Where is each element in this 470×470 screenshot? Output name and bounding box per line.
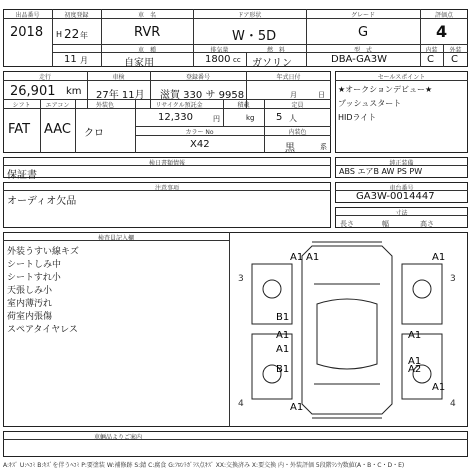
mileage-label: 走行 — [38, 74, 51, 81]
exterior-color: クロ — [84, 128, 104, 139]
inspection-item: 室内薄汚れ — [7, 299, 53, 309]
car-name: RVR — [134, 25, 161, 40]
reg-year-unit: 年 — [80, 31, 88, 40]
recycle-unit: 円 — [213, 115, 220, 123]
month-unit: 月 — [290, 91, 297, 99]
notes-title: 注意事項 — [154, 185, 179, 192]
inner-color-suffix: 系 — [320, 143, 327, 151]
exterior-label: 外装 — [449, 47, 462, 54]
car-name-label: 車 名 — [137, 12, 156, 19]
damage-mark: B1 — [276, 312, 290, 323]
interior-grade: C — [427, 54, 434, 65]
recycle-fee: 12,330 — [158, 112, 193, 123]
damage-mark: A1 — [306, 252, 320, 263]
inspection-item: 外装うすい線キズ — [7, 247, 79, 257]
shift-label: シフト — [12, 102, 31, 109]
capacity-unit: 人 — [289, 114, 297, 123]
equipment-title: 純正装備 — [389, 160, 414, 167]
chassis-number: GA3W-0014447 — [356, 191, 435, 202]
cc-label: 排気量 — [210, 47, 229, 54]
weight-label: 積載 — [237, 102, 250, 109]
use-type-label: 車 種 — [137, 47, 156, 54]
inspection-item: 荷室内張傷 — [7, 312, 53, 322]
model-code: DBA-GA3W — [331, 54, 387, 65]
inner-color-label: 内装色 — [288, 129, 307, 136]
footer-title: 車輌品よりご案内 — [93, 434, 142, 441]
inspection-item: 天張しみ小 — [7, 286, 53, 296]
dimension-length-label: 長さ — [340, 220, 354, 228]
panel-tick: 4 — [238, 399, 244, 409]
footer-legend: A:ｷｽﾞ U:ﾍｺﾐ B:ｷｽﾞを伴うﾍｺﾐ P:要塗装 W:補修跡 S:錆 C:腐食 G:ﾌﾛﾝﾄｶﾞﾗｽ点ｷｽﾞ XX:交換済み X:要交換 内・外装評価 5段階ﾗﾝｸ/数値(A・B・C・D・E) — [3, 462, 405, 469]
color-number-label: カラー No — [185, 129, 214, 136]
door-type: W・5D — [232, 29, 277, 44]
documents-title: 検日書類情報 — [148, 160, 185, 167]
use-type: 自家用 — [124, 58, 154, 69]
lot-number-label: 出品番号 — [15, 12, 40, 19]
plate-number: 滋賀 330 サ 9958 — [160, 90, 245, 101]
panel-tick: 3 — [238, 274, 244, 284]
shift: FAT — [8, 122, 31, 137]
score-label: 評価点 — [434, 12, 453, 19]
model-label: 型 式 — [353, 47, 372, 54]
car-diagram — [232, 234, 466, 424]
day-unit: 日 — [318, 91, 325, 99]
reg-month-unit: 月 — [80, 56, 88, 65]
weight-unit: kg — [246, 114, 255, 122]
damage-mark: A1 — [290, 402, 304, 413]
era: H — [56, 30, 63, 39]
damage-mark: A2 — [408, 364, 422, 375]
inspection-item: シートしみ中 — [7, 260, 62, 270]
notes-content: オーディオ欠品 — [7, 196, 77, 207]
sales-point-item: プッシュスタート — [338, 99, 402, 108]
equipment-content: ABS エアB AW PS PW — [339, 167, 423, 176]
plate-label: 登録番号 — [185, 74, 210, 81]
cc-unit: cc — [233, 56, 241, 64]
first-registration-label: 初度登録 — [64, 12, 89, 19]
door-label: ドア形状 — [237, 12, 262, 19]
damage-mark: A1 — [408, 330, 422, 341]
inspection-item: スペアタイヤレス — [7, 325, 78, 335]
damage-mark: A1 — [276, 344, 290, 355]
color-label: 外装色 — [95, 102, 114, 109]
mileage-unit: km — [66, 86, 82, 97]
panel-tick: 4 — [450, 399, 456, 409]
panel-tick: 3 — [450, 274, 456, 284]
documents-content: 保証書 — [7, 170, 37, 181]
date-label: 年式日付 — [276, 74, 301, 81]
reg-year: 22 — [64, 27, 80, 41]
dimensions-title: 寸法 — [395, 210, 408, 217]
dimension-width-label: 幅 — [382, 220, 389, 228]
lot-number: 2018 — [10, 25, 44, 40]
inner-color: 黒 — [285, 143, 295, 154]
dimension-height-label: 高さ — [420, 220, 434, 228]
exterior-grade: C — [451, 54, 458, 65]
damage-mark: B1 — [276, 364, 290, 375]
inspection-item: シートすれ小 — [7, 273, 61, 283]
damage-mark: A1 — [408, 356, 422, 367]
color-number: X42 — [190, 139, 210, 150]
grade-label: グレード — [350, 12, 375, 19]
sales-point-title: セールスポイント — [377, 74, 426, 81]
fuel-label: 燃 料 — [266, 47, 285, 54]
damage-mark: A1 — [432, 252, 446, 263]
chassis-title: 車台番号 — [389, 185, 414, 192]
displacement: 1800 — [205, 54, 231, 65]
damage-mark: A1 — [290, 252, 304, 263]
mileage: 26,901 — [10, 84, 56, 99]
shaken-date: 27年 11月 — [96, 90, 145, 101]
inspection-title: 検査員記入欄 — [97, 235, 134, 242]
sales-point-item: HIDライト — [338, 113, 377, 122]
damage-mark: A1 — [432, 382, 446, 393]
reg-month: 11 — [64, 54, 77, 65]
ac-label: エアコン — [45, 102, 70, 109]
score: 4 — [436, 22, 448, 41]
shaken-label: 車検 — [112, 74, 125, 81]
recycle-label: リサイクル預託金 — [155, 102, 203, 109]
air-conditioner: AAC — [44, 122, 71, 137]
fuel: ガソリン — [252, 58, 292, 69]
capacity: 5 — [276, 112, 283, 123]
sales-point-item: ★オークションデビュー★ — [338, 85, 433, 94]
interior-label: 内装 — [425, 47, 438, 54]
damage-mark: A1 — [276, 330, 290, 341]
capacity-label: 定員 — [291, 102, 304, 109]
grade: G — [358, 25, 369, 40]
